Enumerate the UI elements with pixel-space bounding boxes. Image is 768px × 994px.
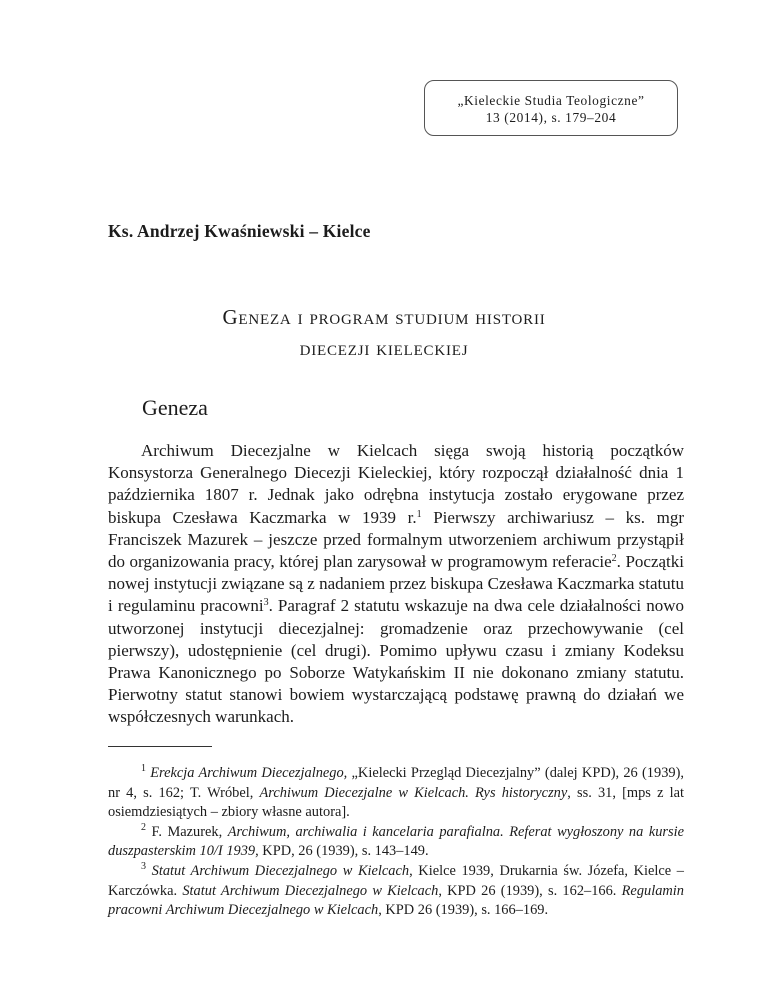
footnote-number: 2 bbox=[141, 821, 146, 833]
footnote-3 bbox=[108, 862, 684, 921]
footnote-text: , Kielce 1939, Drukarnia św. Józefa, Kielce – Karczówka. bbox=[108, 862, 684, 899]
body-text-part: . Początki nowej instytucji związane są z nadaniem przez biskupa Czesława Kaczmarka statutu i regulaminu pracowni bbox=[108, 552, 684, 616]
body-text-part: Archiwum Diecezjalne w Kielcach sięga swoją historią początków Konsystorza Generalnego Diecezji Kieleckiej, który rozpoczął działalność dnia 1 października 1807 r. Jednak jako odrębna instytucja zostało erygowane przez biskupa Czesława Kaczmarka w 1939 r. bbox=[108, 441, 684, 527]
footnote-italic: Erekcja Archiwum Diecezjalnego, bbox=[150, 765, 348, 781]
journal-volume-pages: 13 (2014), s. 179–204 bbox=[485, 110, 617, 125]
footnote-italic: Statut Archiwum Diecezjalnego w Kielcach bbox=[182, 882, 439, 899]
footnote-number: 3 bbox=[141, 860, 146, 872]
footnote-ref: 2 bbox=[611, 553, 617, 565]
footnote-text: F. Mazurek, bbox=[146, 823, 228, 840]
footnote-text: „Kielecki Przegląd Diecezjalny” (dalej KPD), 26 (1939), nr 4, s. 162; T. Wróbel, bbox=[108, 765, 684, 801]
author-line: Ks. Andrzej Kwaśniewski – Kielce bbox=[108, 221, 371, 241]
article-title bbox=[0, 302, 768, 364]
footnote-text: , ss. 31, [mps z lat osiemdziesiątych – zbiory własne autora]. bbox=[108, 784, 684, 821]
footnote-ref: 1 bbox=[416, 508, 422, 520]
body-text-part: . Paragraf 2 statutu wskazuje na dwa cele działalności nowo utworzonej instytucji diecezjalnej: gromadzenie oraz przechowywanie (cel pierwszy), udostępnienie (cel drugi). Pomimo upływu czasu i zmiany Kodeksu Prawa Kanonicznego po Soborze Watykańskim II nie dokonano zmiany statutu. Pierwotny statut stanowi bowiem wystarczającą podstawę prawną do działań we współczesnych warunkach. bbox=[108, 596, 684, 727]
body-paragraph bbox=[108, 440, 684, 729]
article-title-line-2: diecezji kieleckiej bbox=[299, 336, 469, 360]
footnote-2 bbox=[108, 823, 684, 862]
footnote-divider bbox=[108, 746, 212, 747]
footnote-italic: Statut Archiwum Diecezjalnego w Kielcach bbox=[151, 862, 410, 879]
article-title-line-1: Geneza i program studium historii bbox=[222, 305, 546, 329]
journal-citation-box bbox=[424, 80, 678, 136]
body-text-part: Pierwszy archiwariusz – ks. mgr Franciszek Mazurek – jeszcze przed formalnym utworzeniem archiwum przystąpił do organizowania pracy, której plan zarysował w programowym referacie bbox=[108, 507, 684, 572]
footnote-1 bbox=[108, 764, 684, 823]
footnote-ref: 3 bbox=[263, 597, 269, 609]
footnote-text: , KPD 26 (1939), s. 162–166. bbox=[438, 882, 622, 899]
section-heading: Geneza bbox=[142, 395, 208, 420]
footnote-text: , KPD, 26 (1939), s. 143–149. bbox=[255, 843, 429, 860]
footnotes bbox=[108, 764, 684, 921]
footnote-italic: Regulamin pracowni Archiwum Diecezjalnego w Kielcach bbox=[108, 882, 684, 919]
footnote-number: 1 bbox=[141, 763, 146, 774]
footnote-text: , KPD 26 (1939), s. 166–169. bbox=[378, 902, 549, 919]
footnote-italic: Archiwum Diecezjalne w Kielcach. Rys historyczny bbox=[259, 784, 568, 801]
footnote-italic: Archiwum, archiwalia i kancelaria parafialna. Referat wygłoszony na kursie duszpasterskim 10/I 1939 bbox=[108, 823, 684, 860]
journal-name: „Kieleckie Studia Teologiczne” bbox=[457, 93, 645, 108]
